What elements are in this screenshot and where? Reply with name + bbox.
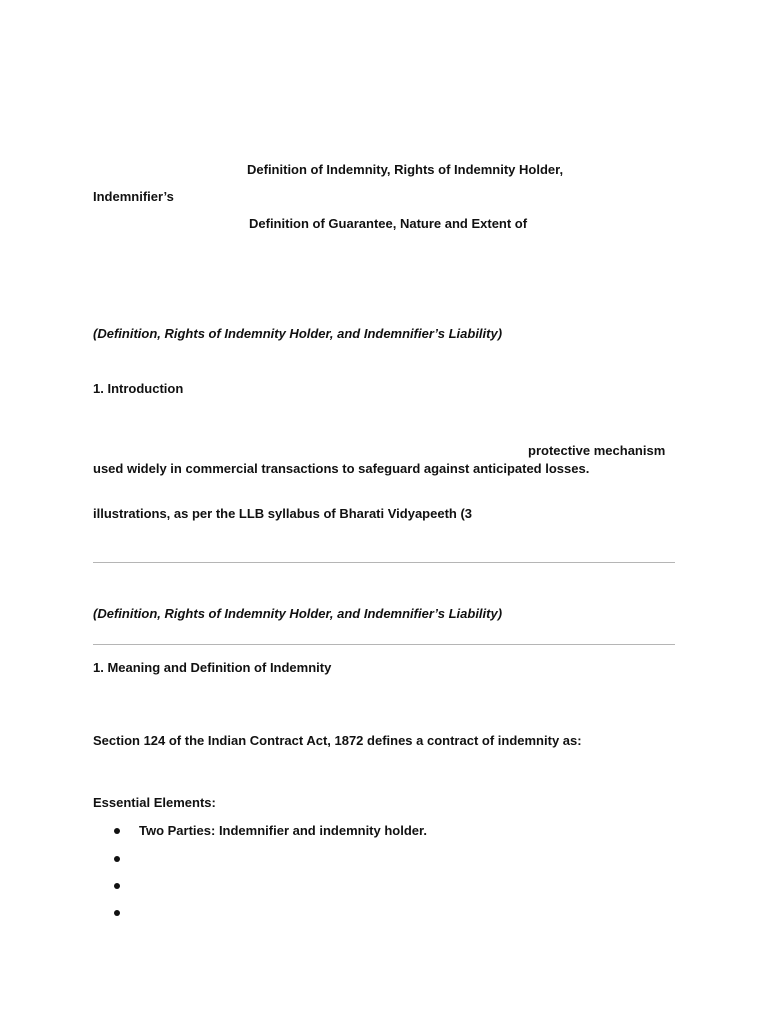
horizontal-divider — [93, 562, 675, 563]
section-124-text: Section 124 of the Indian Contract Act, 1872 defines a contract of indemnity as: — [93, 733, 582, 748]
bullet-icon — [114, 828, 120, 834]
title-line-1: Definition of Indemnity, Rights of Indemnity Holder, — [247, 162, 564, 177]
bullet-icon — [114, 856, 120, 862]
title-line-2: Indemnifier’s — [93, 189, 174, 204]
heading-meaning-definition: 1. Meaning and Definition of Indemnity — [93, 660, 332, 675]
intro-paragraph-line: used widely in commercial transactions to safeguard against anticipated losses. — [93, 461, 590, 476]
bullet-icon — [114, 883, 120, 889]
bullet-icon — [114, 910, 120, 916]
heading-introduction: 1. Introduction — [93, 381, 184, 396]
list-item: Two Parties: Indemnifier and indemnity holder. — [139, 823, 427, 838]
essential-elements-label: Essential Elements: — [93, 795, 216, 810]
subtitle-1: (Definition, Rights of Indemnity Holder, and Indemnifier’s Liability) — [93, 326, 503, 341]
horizontal-divider — [93, 644, 675, 645]
title-line-3: Definition of Guarantee, Nature and Extent of — [249, 216, 528, 231]
intro-paragraph-fragment: protective mechanism — [528, 443, 666, 458]
subtitle-2: (Definition, Rights of Indemnity Holder, and Indemnifier’s Liability) — [93, 606, 503, 621]
intro-paragraph-line-2: illustrations, as per the LLB syllabus of Bharati Vidyapeeth (3 — [93, 506, 473, 521]
